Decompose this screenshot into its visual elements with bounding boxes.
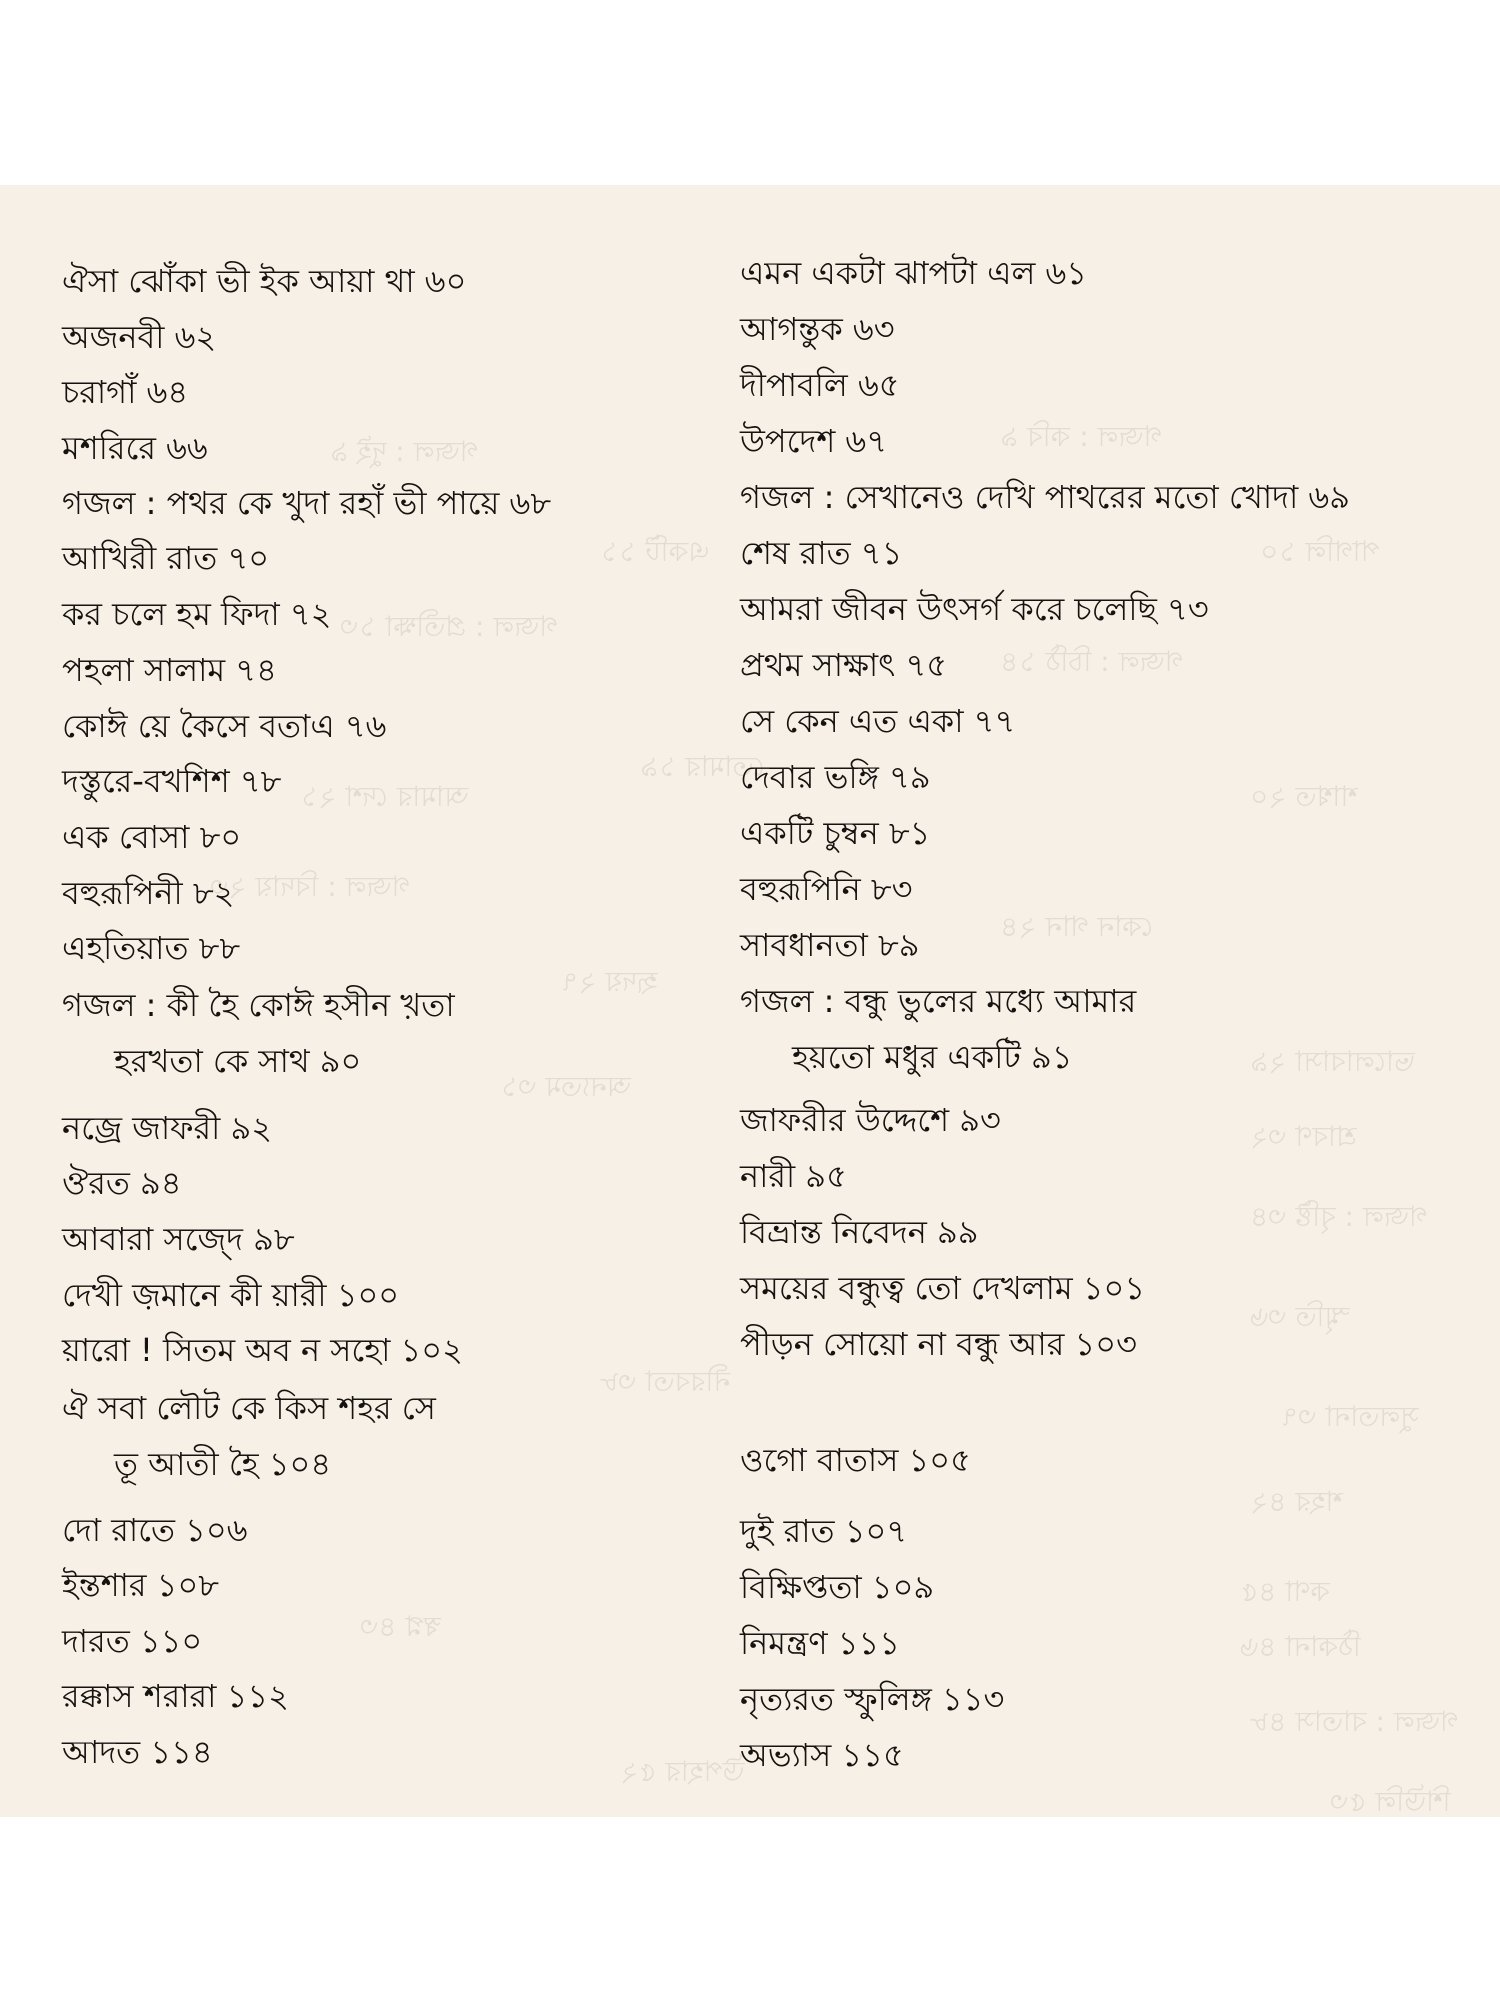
entry-title: সময়ের বন্ধুত্ব তো দেখলাম ১০১ [740,1269,1146,1307]
entry-title: এমন একটা ঝাপটা এল ৬১ [740,254,1088,292]
toc-entry [62,261,466,301]
toc-entry [62,1565,219,1605]
entry-title: রক্কাস শরারা ১১২ [62,1677,289,1715]
toc-entry [62,1219,295,1259]
entry-title: নৃত্যরত স্ফুলিঙ্গ ১১৩ [740,1680,1005,1718]
entry-title: নারী ৯৫ [740,1157,847,1195]
entry-title: নজ্রে জাফরী ৯২ [62,1109,273,1147]
entry-title: আগন্তুক ৬৩ [740,310,895,348]
entry-title: আখিরী রাত ৭০ [62,539,270,577]
toc-entry [740,701,1015,741]
toc-entry [740,309,895,349]
entry-title: এহতিয়াত ৮৮ [62,929,241,967]
entry-title: সাবধানতা ৮৯ [740,926,920,964]
toc-entry [62,1621,202,1661]
toc-entry [740,365,900,405]
entry-title: অজনবী ৬২ [62,318,217,356]
entry-title: প্রথম সাক্ষাৎ ৭৫ [740,646,948,684]
toc-entry [62,817,241,857]
toc-entry [62,1330,463,1370]
toc-entry [740,1511,907,1551]
toc-entry [740,1679,1004,1719]
entry-title: মশরিরে ৬৬ [62,429,208,467]
entry-title: পীড়ন সোয়ো না বন্ধু আর ১০৩ [740,1325,1137,1363]
toc-entry [62,873,234,913]
entry-title: গজল : পথর কে খুদা রহাঁ ভী পায়ে ৬৮ [62,484,552,522]
toc-entry [62,1275,399,1315]
entry-title: উপদেশ ৬৭ [740,422,888,460]
toc-entry [62,317,216,357]
entry-title: পহলা সালাম ৭৪ [62,651,277,689]
entry-title: আদত ১১৪ [62,1733,213,1771]
entry-title-continuation: হরখতা কে সাথ ৯০ [114,1042,362,1080]
entry-title: গজল : বন্ধু ভুলের মধ্যে আমার [740,982,1137,1020]
toc-entry [740,1735,904,1775]
entry-title: বিভ্রান্ত নিবেদন ৯৯ [740,1213,979,1251]
toc-entry [62,1163,182,1203]
entry-title: দীপাবলি ৬৫ [740,366,900,404]
entry-title: কর চলে হম ফিদা ৭২ [62,595,332,633]
entry-title: দুই রাত ১০৭ [740,1512,908,1550]
entry-title: ঐসা ঝোঁকা ভী ইক আয়া থা ৬০ [62,262,467,300]
entry-title: গজল : সেখানেও দেখি পাথরের মতো খোদা ৬৯ [740,478,1350,516]
entry-title-continuation: হয়তো মধুর একটি ৯১ [792,1038,1073,1076]
entry-title: অভ্যাস ১১৫ [740,1736,904,1774]
entry-title: য়ারো ! সিতম অব ন সহো ১০২ [62,1331,463,1369]
toc-entry [62,1510,248,1550]
toc-entry [62,594,331,634]
entry-title: ঔরত ৯৪ [62,1164,182,1202]
entry-title: বহুরূপিনী ৮২ [62,874,235,912]
entry-title: সে কেন এত একা ৭৭ [740,702,1016,740]
toc-entry [740,981,1136,1077]
toc-entry [740,757,931,797]
toc-entry [740,477,1350,517]
entry-title: জাফরীর উদ্দেশে ৯৩ [740,1101,1001,1139]
entry-title: কোঈ য়ে কৈসে বতাএ ৭৬ [62,707,387,745]
toc-entry [62,650,277,690]
toc-entry [62,985,455,1081]
toc-entry [62,1676,289,1716]
toc-entry [62,1108,272,1148]
entry-title: বহুরূপিনি ৮৩ [740,870,913,908]
toc-entry [740,1623,900,1663]
toc-entry [740,533,902,573]
toc-entry [740,869,912,909]
toc-entry [740,1440,971,1480]
toc-entry [740,1567,934,1607]
toc-entry [740,1212,979,1252]
toc-entry [740,1324,1137,1364]
entry-title: নিমন্ত্রণ ১১১ [740,1624,901,1662]
toc-entry [740,813,930,853]
toc-entry [62,538,269,578]
entry-title-continuation: তূ আতী হৈ ১০৪ [114,1445,332,1483]
entry-title: আমরা জীবন উৎসর্গ করে চলেছি ৭৩ [740,590,1209,628]
toc-entry [62,1388,436,1484]
entry-title: একটি চুম্বন ৮১ [740,814,931,852]
toc-entry [740,925,920,965]
toc-entry [740,253,1087,293]
entry-title: বিক্ষিপ্ততা ১০৯ [740,1568,935,1606]
toc-entry [62,1732,213,1772]
toc-entry [62,428,208,468]
entry-title: শেষ রাত ৭১ [740,534,903,572]
toc-entry [62,761,281,801]
entry-title: ঐ সবা লৌট কে কিস শহর সে [62,1389,436,1427]
toc-entry [740,589,1209,629]
book-page [0,185,1500,1817]
entry-title: দারত ১১০ [62,1622,203,1660]
entry-title: দেবার ভঙ্গি ৭৯ [740,758,931,796]
toc-entry [740,1268,1145,1308]
toc-entry [62,483,551,523]
show-through-text: গজল : কবি ৯ গজল : দুই ৯ পাগলি ১০ একটি ১১ গজল : প্রতীক্ষা ১৩ গজল : চিঠি ১৪ তোমার ১৯ আমার দেশ ২১ শাশ্বত ২০ গজল : বিদায় ২৩ কোন গান ২৪ হৃদয় ২৭ ভালোবাসা ২৯ অন্যতম ৩১ শ্রাবণ ৩২ গজল : বৃষ্টি ৩৪ স্মৃতি ৩৬ সুলতানা ৩৭ নীরবতা ৩৮ শহর ৪২ কণা ৪৫ ঠিকানা ৪৬ স্বপ্ন ৪৩ গজল : বাতাস ৪৮ উপহার ৫২ শিউলি ৫৩ [210,420,1459,1817]
entry-title: দেখী জ়মানে কী য়ারী ১০০ [62,1276,400,1314]
toc-entry [740,645,947,685]
toc-entry [62,928,240,968]
entry-title: দো রাতে ১০৬ [62,1511,248,1549]
entry-title: গজল : কী হৈ কোঈ হসীন খ়তা [62,986,455,1024]
toc-entry [740,1100,1001,1140]
toc-entry [62,706,386,746]
toc-entry [62,372,188,412]
entry-title: ওগো বাতাস ১০৫ [740,1441,971,1479]
toc-entry [740,421,887,461]
entry-title: এক বোসা ৮০ [62,818,242,856]
entry-title: চরাগাঁ ৬৪ [62,373,189,411]
entry-title: আবারা সজ্দে ৯৮ [62,1220,295,1258]
toc-entry [740,1156,847,1196]
entry-title: ইন্তশার ১০৮ [62,1566,220,1604]
entry-title: দস্তুরে-বখশিশ ৭৮ [62,762,282,800]
